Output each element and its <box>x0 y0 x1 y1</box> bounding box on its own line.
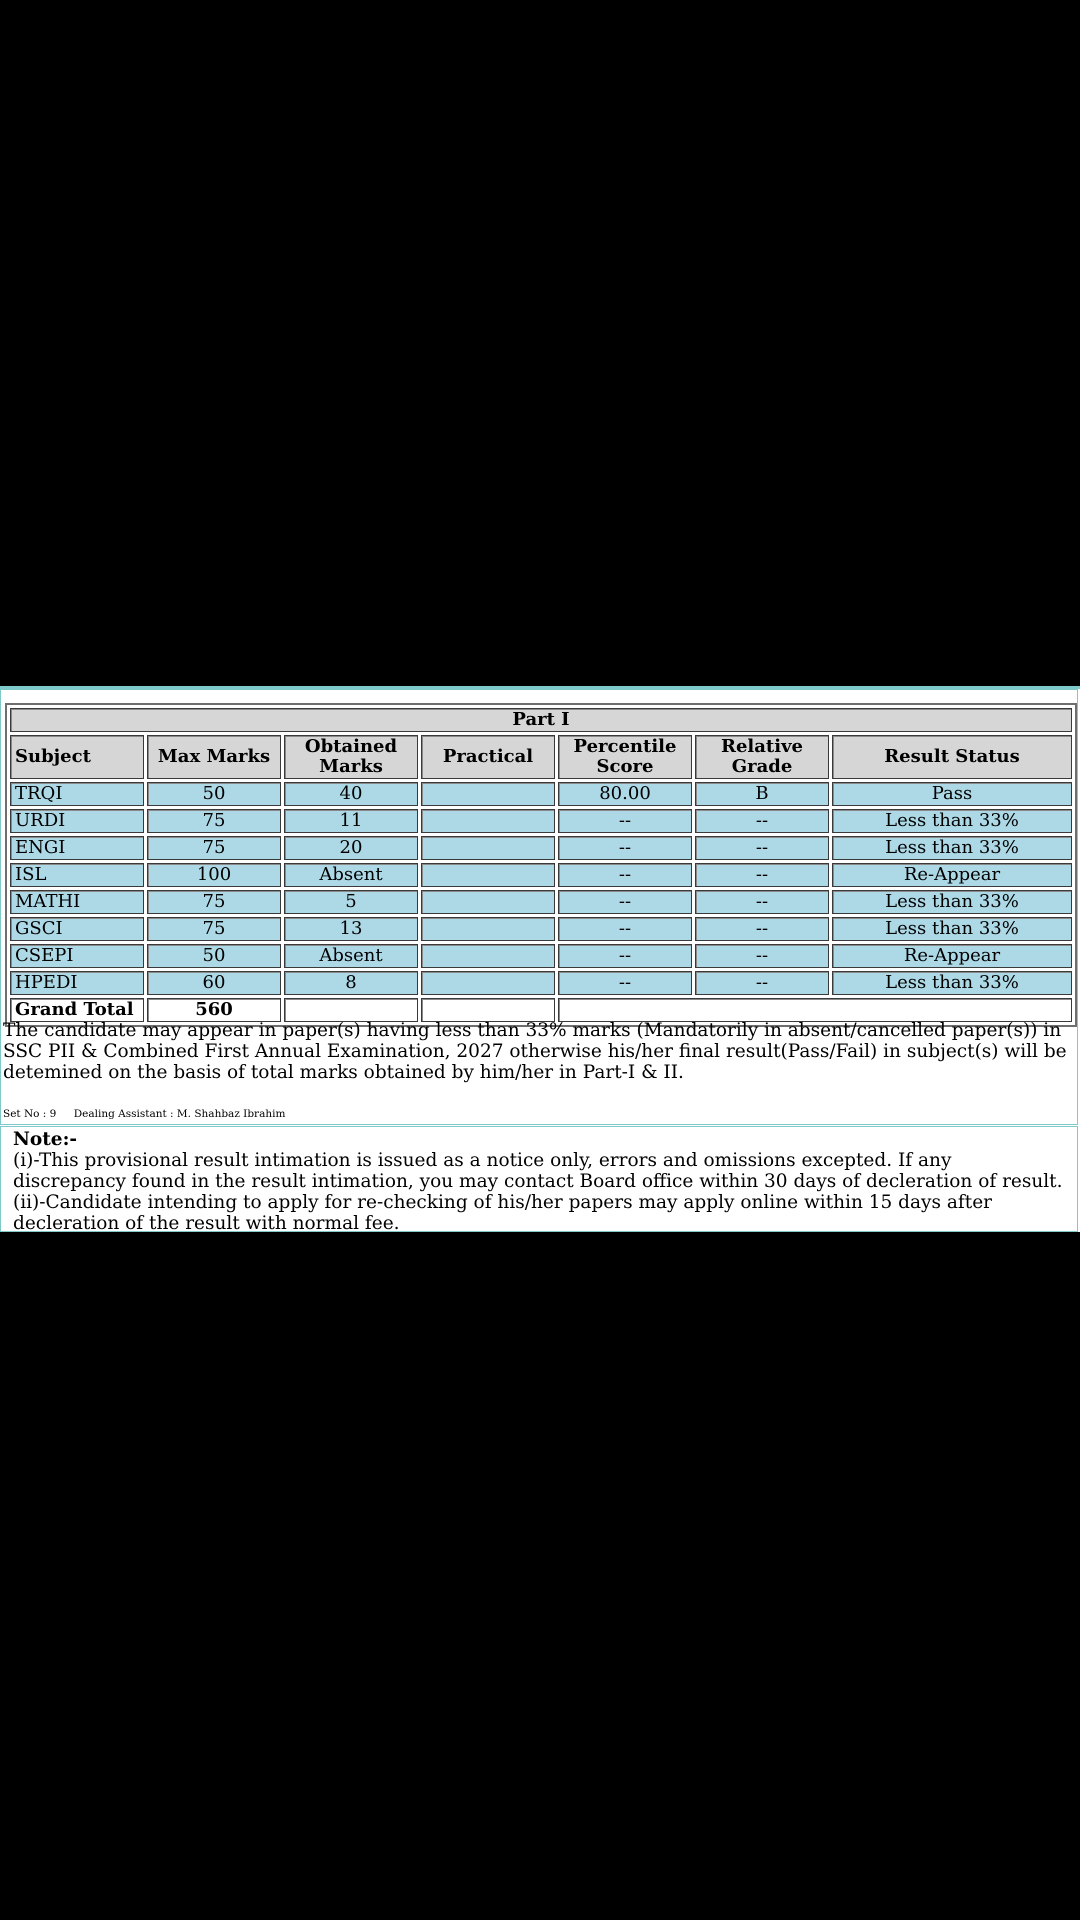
notes-section <box>0 1126 1078 1232</box>
header-relative-grade: Relative Grade <box>695 735 829 779</box>
cell-percentile-score: -- <box>558 971 692 995</box>
cell-practical <box>421 809 555 833</box>
cell-relative-grade: -- <box>695 971 829 995</box>
table-row <box>10 917 1072 941</box>
cell-obtained-marks: Absent <box>284 863 418 887</box>
marks-table <box>5 703 1077 1027</box>
cell-result-status: Less than 33% <box>832 836 1072 860</box>
footer-line <box>3 1108 299 1120</box>
note-item: (ii)-Candidate intending to apply for re-checking of his/her papers may apply online within 15 days after decleration of the result with normal fee. <box>13 1192 992 1234</box>
cell-relative-grade: -- <box>695 917 829 941</box>
cell-relative-grade: -- <box>695 944 829 968</box>
cell-relative-grade: B <box>695 782 829 806</box>
header-row <box>10 735 1072 779</box>
cell-percentile-score: -- <box>558 944 692 968</box>
table-row <box>10 863 1072 887</box>
cell-subject: HPEDI <box>10 971 144 995</box>
cell-obtained-marks: Absent <box>284 944 418 968</box>
cell-percentile-score: -- <box>558 890 692 914</box>
cell-relative-grade: -- <box>695 890 829 914</box>
result-page <box>0 686 1080 1232</box>
cell-obtained-marks: 13 <box>284 917 418 941</box>
cell-relative-grade: -- <box>695 863 829 887</box>
cell-relative-grade: -- <box>695 836 829 860</box>
header-result-status: Result Status <box>832 735 1072 779</box>
cell-practical <box>421 863 555 887</box>
cell-result-status: Less than 33% <box>832 809 1072 833</box>
cell-obtained-marks: 5 <box>284 890 418 914</box>
cell-relative-grade: -- <box>695 809 829 833</box>
cell-obtained-marks: 20 <box>284 836 418 860</box>
cell-subject: ISL <box>10 863 144 887</box>
cell-result-status: Re-Appear <box>832 863 1072 887</box>
candidate-note: The candidate may appear in paper(s) having less than 33% marks (Mandatorily in absent/cancelled paper(s)) in SSC PII & Combined First Annual Examination, 2027 otherwise his/her final result(Pass/Fail) in subject(s) will be detemined on the basis of total marks obtained by him/her in Part-I & II. <box>3 1020 1067 1083</box>
grand-total-blank-cell <box>421 998 555 1022</box>
cell-practical <box>421 782 555 806</box>
cell-max-marks: 75 <box>147 809 281 833</box>
cell-max-marks: 75 <box>147 890 281 914</box>
cell-result-status: Less than 33% <box>832 890 1072 914</box>
header-practical: Practical <box>421 735 555 779</box>
table-row <box>10 971 1072 995</box>
cell-obtained-marks: 8 <box>284 971 418 995</box>
header-subject: Subject <box>10 735 144 779</box>
table-row <box>10 836 1072 860</box>
cell-obtained-marks: 11 <box>284 809 418 833</box>
cell-result-status: Less than 33% <box>832 971 1072 995</box>
header-max-marks: Max Marks <box>147 735 281 779</box>
cell-result-status: Less than 33% <box>832 917 1072 941</box>
grand-total-blank-cell <box>284 998 418 1022</box>
cell-max-marks: 50 <box>147 944 281 968</box>
cell-percentile-score: -- <box>558 917 692 941</box>
set-number: Set No : 9 <box>3 1108 57 1120</box>
notes-title: Note:- <box>13 1129 78 1150</box>
cell-practical <box>421 971 555 995</box>
header-percentile-score: Percentile Score <box>558 735 692 779</box>
cell-max-marks: 100 <box>147 863 281 887</box>
cell-subject: URDI <box>10 809 144 833</box>
table-row <box>10 782 1072 806</box>
cell-practical <box>421 917 555 941</box>
note-item: (i)-This provisional result intimation is issued as a notice only, errors and omissions excepted. If any discrepancy found in the result intimation, you may contact Board office within 30 days of decleration of result. <box>13 1150 1063 1192</box>
grand-total-blank-cell <box>558 998 1072 1022</box>
grand-total-label: Grand Total <box>10 998 144 1022</box>
result-card <box>0 689 1078 1125</box>
cell-max-marks: 50 <box>147 782 281 806</box>
table-row <box>10 944 1072 968</box>
cell-subject: CSEPI <box>10 944 144 968</box>
cell-result-status: Re-Appear <box>832 944 1072 968</box>
table-row <box>10 890 1072 914</box>
cell-practical <box>421 836 555 860</box>
cell-max-marks: 75 <box>147 836 281 860</box>
cell-max-marks: 60 <box>147 971 281 995</box>
cell-obtained-marks: 40 <box>284 782 418 806</box>
cell-percentile-score: -- <box>558 809 692 833</box>
table-row <box>10 809 1072 833</box>
grand-total-row <box>10 998 1072 1022</box>
part-title: Part I <box>10 708 1072 732</box>
dealing-assistant: Dealing Assistant : M. Shahbaz Ibrahim <box>73 1108 286 1120</box>
grand-total-value: 560 <box>147 998 281 1022</box>
cell-percentile-score: -- <box>558 836 692 860</box>
cell-subject: GSCI <box>10 917 144 941</box>
cell-percentile-score: 80.00 <box>558 782 692 806</box>
cell-percentile-score: -- <box>558 863 692 887</box>
cell-practical <box>421 944 555 968</box>
cell-subject: TRQI <box>10 782 144 806</box>
header-obtained-marks: Obtained Marks <box>284 735 418 779</box>
cell-result-status: Pass <box>832 782 1072 806</box>
cell-max-marks: 75 <box>147 917 281 941</box>
cell-subject: MATHI <box>10 890 144 914</box>
cell-subject: ENGI <box>10 836 144 860</box>
cell-practical <box>421 890 555 914</box>
